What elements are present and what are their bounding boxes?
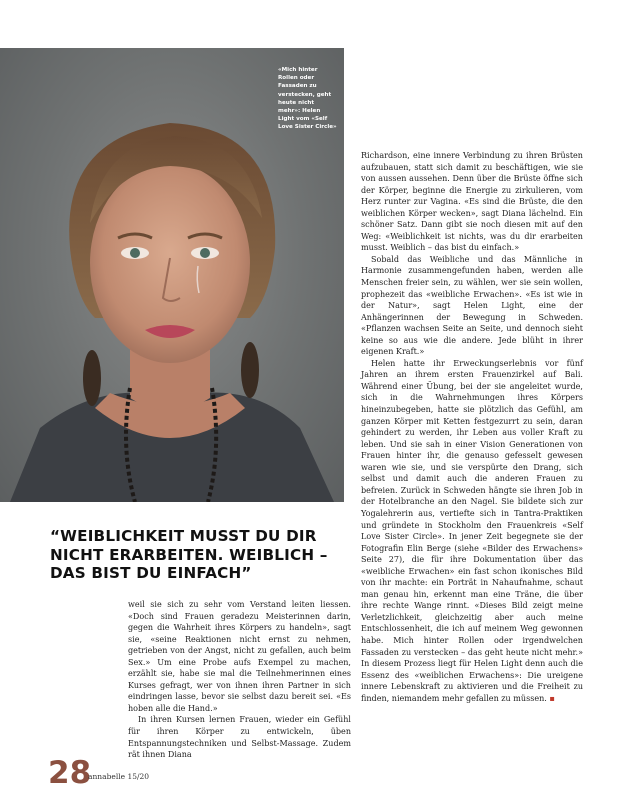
body-paragraph: Richardson, eine innere Verbindung zu ihren Brüsten aufzubauen, statt sich damit zu beschäftigen, wie sie von aussen aussehen. Denn über die Brüste öffne sich der Körper, beginne die Energie zu zirkulieren, vom Herz runter zur Vagina. «Es sind die Brüste, die den weiblichen Körper wecken», sagt Diana lächelnd. Ein schöner Satz. Dann gibt sie noch diesen mit auf den Weg: «Weiblichkeit ist nichts, was du dir erarbeiten musst. Weiblich – das bist du einfach.» — [361, 151, 583, 253]
body-paragraph: Sobald das Weibliche und das Männliche in Harmonie zusammengefunden haben, werden alle Menschen freier sein, zu wählen, wer sie sein wollen, prophezeit das «weibliche Erwachen». «Es ist wie in der Natur», sagt Helen Light, eine der Anhängerinnen der Bewegung in Schweden. «Pflanzen wachsen Seite an Seite, und dennoch sieht keine so aus wie die andere. Jede blüht in ihrer eigenen Kraft.» — [361, 254, 583, 357]
body-paragraph — [361, 358, 583, 704]
page-number: 28 — [48, 755, 92, 791]
right-column — [361, 150, 583, 704]
body-paragraph-text: Helen hatte ihr Erweckungserlebnis vor fünf Jahren an ihrem ersten Frauenzirkel auf Bali. Während einer Übung, bei der sie angeleitet wurde, sich in die Wahrnehmungen ihres Körpers hineinzubegeben, hatte sie plötzlich das Gefühl, am ganzen Körper mit Ketten festgezurrt zu sein, daran gehindert zu werden, ihr Leben aus voller Kraft zu leben. Und sie sah in einer Vision Generationen von Frauen hinter ihr, die genauso gefesselt gewesen waren wie sie, und sie verspürte den Drang, sich selbst und damit auch die anderen Frauen zu befreien. Zurück in Schweden hängte sie ihren Job in der Hotelbranche an den Nagel. Sie bildete sich zur Yogalehrerin aus, vertiefte sich in Tantra-Praktiken und gründete in Stockholm den Frauenkreis «Self Love Sister Circle». In jener Zeit begegnete sie der Fotografin Elin Berge (siehe «Bilder des Erwachens» Seite 27), die für ihre Dokumentation über das «weibliche Erwachen» ein fast schon ikonisches Bild von ihr machte: ein Porträt in Nahaufnahme, schaut man genau hin, erkennt man eine Träne, die über ihre rechte Wange rinnt. «Dieses Bild zeigt meine Verletzlichkeit, gleichzeitig aber auch meine Entschlossenheit, die ich auf meinem Weg gewonnen habe. Mich hinter Rollen oder irgendwelchen Fassaden zu verstecken – das geht heute nicht mehr.» In diesem Prozess liegt für Helen Light denn auch die Essenz des «weiblichen Erwachens»: Die ureigene innere Lebenskraft zu aktivieren und die Freiheit zu finden, niemandem mehr gefallen zu müssen. — [361, 358, 583, 703]
body-paragraph: weil sie sich zu sehr vom Verstand leiten liessen. «Doch sind Frauen geradezu Meisterinnen darin, gegen die Wahrheit ihres Körpers zu handeln», sagt sie, «seine Reaktionen nicht ernst zu nehmen, getrieben von der Angst, nicht zu gefallen, auch beim Sex.» Um eine Probe aufs Exempel zu machen, erzählt sie, habe sie mal die Teilnehmerinnen eines Kurses gefragt, wer von ihnen ihren Partner in sich eindringen lasse, bevor sie selbst dazu bereit sei. «Es hoben alle die Hand.» — [128, 600, 351, 713]
pull-quote: “WEIBLICHKEIT MUSST DU DIR NICHT ERARBEITEN. WEIBLICH – DAS BIST DU EINFACH” — [50, 527, 328, 583]
issue-label: annabelle 15/20 — [88, 772, 150, 781]
portrait-photo — [0, 48, 344, 502]
left-column — [128, 599, 351, 761]
body-paragraph: In ihren Kursen lernen Frauen, wieder ein Gefühl für ihren Körper zu entwickeln, üben Entspannungstechniken und Selbst-Massage. Zudem rät ihnen Diana — [128, 715, 351, 760]
photo-caption: «Mich hinter Rollen oder Fassaden zu verstecken, geht heute nicht mehr»: Helen Light vom «Self Love Sister Circle» — [278, 67, 337, 131]
end-mark-icon: ▪ — [549, 693, 555, 703]
